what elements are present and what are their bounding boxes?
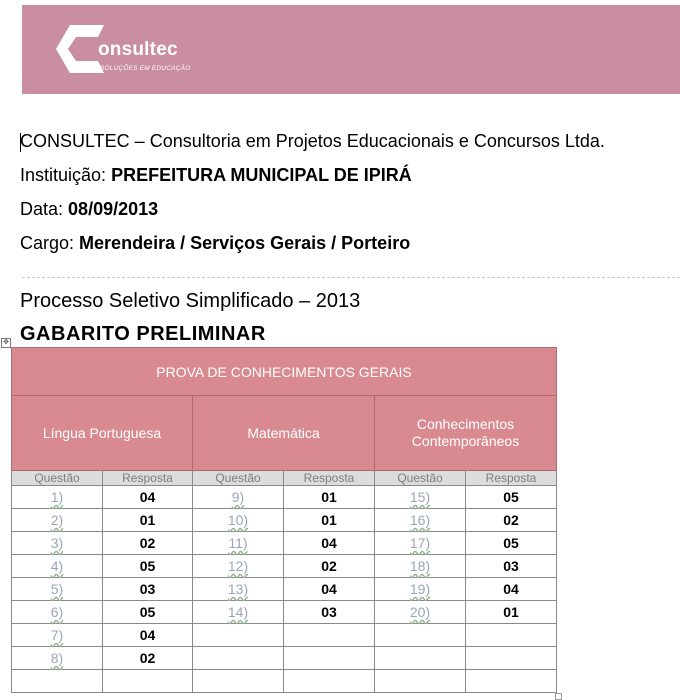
question-number — [12, 670, 103, 693]
question-number: 18) — [375, 555, 466, 578]
question-number — [375, 647, 466, 670]
answer-value: 02 — [103, 532, 193, 555]
data-label: Data: — [20, 199, 64, 219]
answer-value: 03 — [284, 601, 375, 624]
answer-value — [103, 670, 193, 693]
column-header-row — [12, 471, 557, 486]
table-move-handle-icon[interactable]: ✥ — [1, 338, 11, 348]
question-number: 4) — [12, 555, 103, 578]
answer-value — [466, 647, 557, 670]
answer-value: 05 — [103, 555, 193, 578]
answer-value: 05 — [103, 601, 193, 624]
answer-value: 01 — [284, 509, 375, 532]
subject-lingua-portuguesa: Língua Portuguesa — [12, 396, 193, 471]
data-value: 08/09/2013 — [68, 199, 159, 219]
consultec-logo — [52, 21, 212, 81]
company-line: CONSULTEC – Consultoria em Projetos Educacionais e Concursos Ltda. — [20, 131, 605, 151]
table-row — [12, 555, 557, 578]
logo-word: onsultec — [98, 39, 178, 60]
answer-value — [284, 624, 375, 647]
table-resize-handle[interactable] — [555, 693, 562, 700]
question-number — [375, 670, 466, 693]
answer-value: 03 — [103, 578, 193, 601]
table-row — [12, 624, 557, 647]
question-number: 17) — [375, 532, 466, 555]
col-resposta: Resposta — [466, 471, 557, 486]
question-number: 9) — [193, 486, 284, 509]
table-row — [12, 509, 557, 532]
header-banner — [22, 5, 680, 94]
answer-value: 04 — [103, 624, 193, 647]
question-number — [193, 670, 284, 693]
answer-value: 04 — [466, 578, 557, 601]
question-number: 8) — [12, 647, 103, 670]
question-number: 12) — [193, 555, 284, 578]
cargo-value: Merendeira / Serviços Gerais / Porteiro — [79, 233, 411, 253]
answer-value: 02 — [284, 555, 375, 578]
question-number: 7) — [12, 624, 103, 647]
answer-value: 02 — [466, 509, 557, 532]
subject-matematica: Matemática — [193, 396, 375, 471]
answer-value: 04 — [103, 486, 193, 509]
col-questao: Questão — [12, 471, 103, 486]
question-number: 6) — [12, 601, 103, 624]
table-row — [12, 647, 557, 670]
question-number: 3) — [12, 532, 103, 555]
answer-value: 04 — [284, 532, 375, 555]
section-divider — [22, 277, 680, 278]
answer-value — [466, 670, 557, 693]
answer-value: 01 — [466, 601, 557, 624]
answer-value: 01 — [284, 486, 375, 509]
question-number: 13) — [193, 578, 284, 601]
instituicao-label: Instituição: — [20, 165, 107, 185]
question-number: 10) — [193, 509, 284, 532]
answer-value: 03 — [466, 555, 557, 578]
logo-tagline: SOLUÇÕES EM EDUCAÇÃO — [100, 65, 191, 72]
col-resposta: Resposta — [284, 471, 375, 486]
col-questao: Questão — [193, 471, 284, 486]
question-number — [193, 647, 284, 670]
table-row — [12, 601, 557, 624]
col-resposta: Resposta — [103, 471, 193, 486]
cargo-line — [20, 233, 410, 254]
table-title: PROVA DE CONHECIMENTOS GERAIS — [12, 348, 557, 396]
answer-value — [284, 647, 375, 670]
question-number — [375, 624, 466, 647]
table-row — [12, 486, 557, 509]
question-number: 2) — [12, 509, 103, 532]
answer-value — [466, 624, 557, 647]
question-number: 19) — [375, 578, 466, 601]
data-line — [20, 199, 158, 220]
process-title: Processo Seletivo Simplificado – 2013 — [20, 290, 361, 312]
gabarito-title: GABARITO PRELIMINAR — [20, 323, 266, 345]
question-number: 15) — [375, 486, 466, 509]
cargo-label: Cargo: — [20, 233, 75, 253]
question-number: 1) — [12, 486, 103, 509]
question-number: 20) — [375, 601, 466, 624]
answer-value — [284, 670, 375, 693]
answer-value: 01 — [103, 509, 193, 532]
answer-value: 04 — [284, 578, 375, 601]
answer-value: 02 — [103, 647, 193, 670]
table-row — [12, 532, 557, 555]
answer-value: 05 — [466, 486, 557, 509]
answer-value: 05 — [466, 532, 557, 555]
question-number: 16) — [375, 509, 466, 532]
subject-conhecimentos-contemporaneos: Conhecimentos Contemporâneos — [375, 396, 557, 471]
col-questao: Questão — [375, 471, 466, 486]
question-number — [193, 624, 284, 647]
question-number: 11) — [193, 532, 284, 555]
answer-key-table — [11, 347, 557, 693]
instituicao-value: PREFEITURA MUNICIPAL DE IPIRÁ — [111, 165, 412, 185]
instituicao-line — [20, 165, 412, 186]
question-number: 5) — [12, 578, 103, 601]
question-number: 14) — [193, 601, 284, 624]
table-row — [12, 578, 557, 601]
table-row — [12, 670, 557, 693]
